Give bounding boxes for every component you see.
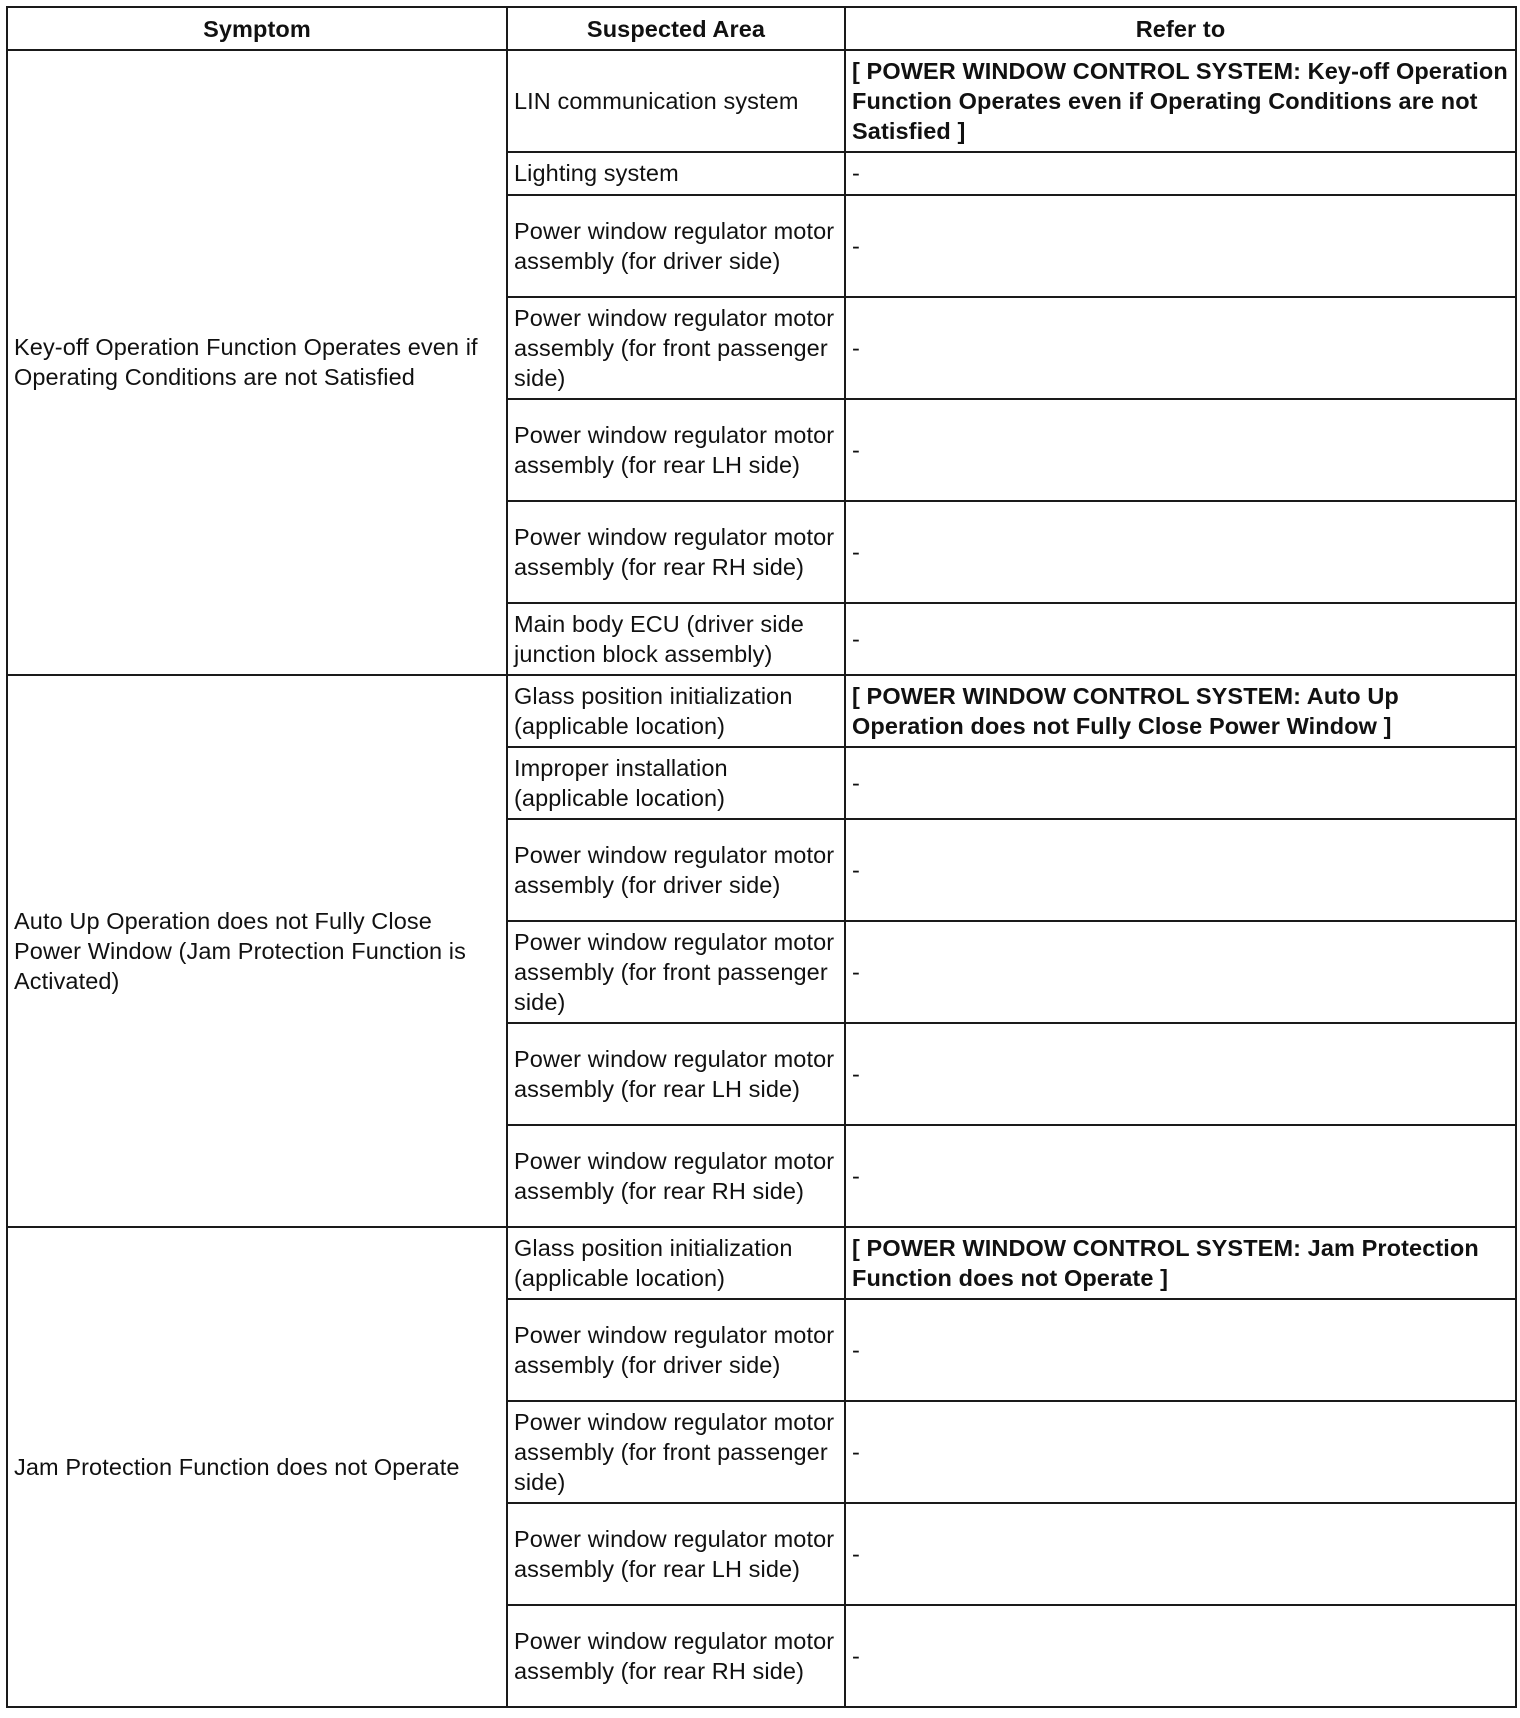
table-row — [7, 50, 1516, 152]
refer-to-cell: - — [845, 152, 1516, 195]
refer-to-cell: - — [845, 747, 1516, 819]
suspected-area-cell: Power window regulator motor assembly (for driver side) — [507, 1299, 845, 1401]
refer-to-cell: - — [845, 603, 1516, 675]
suspected-area-cell: Power window regulator motor assembly (for front passenger side) — [507, 921, 845, 1023]
suspected-area-cell: Power window regulator motor assembly (for front passenger side) — [507, 297, 845, 399]
symptom-cell: Key-off Operation Function Operates even if Operating Conditions are not Satisfied — [7, 50, 507, 675]
table-row — [7, 675, 1516, 747]
refer-to-cell: - — [845, 297, 1516, 399]
refer-to-cell: - — [845, 1023, 1516, 1125]
refer-to-cell: - — [845, 819, 1516, 921]
header-row — [7, 7, 1516, 50]
header-suspected-area: Suspected Area — [507, 7, 845, 50]
suspected-area-cell: Improper installation (applicable location) — [507, 747, 845, 819]
suspected-area-cell: Power window regulator motor assembly (for front passenger side) — [507, 1401, 845, 1503]
suspected-area-cell: Power window regulator motor assembly (for rear LH side) — [507, 399, 845, 501]
refer-to-link[interactable]: [ POWER WINDOW CONTROL SYSTEM: Auto Up Operation does not Fully Close Power Window ] — [845, 675, 1516, 747]
suspected-area-cell: Power window regulator motor assembly (for rear RH side) — [507, 501, 845, 603]
suspected-area-cell: Power window regulator motor assembly (for driver side) — [507, 195, 845, 297]
refer-to-cell: - — [845, 1401, 1516, 1503]
troubleshooting-table — [6, 6, 1517, 1708]
suspected-area-cell: Power window regulator motor assembly (for rear LH side) — [507, 1023, 845, 1125]
suspected-area-cell: Lighting system — [507, 152, 845, 195]
refer-to-cell: - — [845, 1503, 1516, 1605]
table-row — [7, 1227, 1516, 1299]
refer-to-cell: - — [845, 1125, 1516, 1227]
refer-to-cell: - — [845, 399, 1516, 501]
suspected-area-cell: Power window regulator motor assembly (for rear LH side) — [507, 1503, 845, 1605]
suspected-area-cell: Glass position initialization (applicable location) — [507, 675, 845, 747]
suspected-area-cell: Main body ECU (driver side junction block assembly) — [507, 603, 845, 675]
refer-to-link[interactable]: [ POWER WINDOW CONTROL SYSTEM: Key-off Operation Function Operates even if Operating Conditions are not Satisfied ] — [845, 50, 1516, 152]
suspected-area-cell: Power window regulator motor assembly (for driver side) — [507, 819, 845, 921]
refer-to-link[interactable]: [ POWER WINDOW CONTROL SYSTEM: Jam Protection Function does not Operate ] — [845, 1227, 1516, 1299]
header-refer-to: Refer to — [845, 7, 1516, 50]
header-symptom: Symptom — [7, 7, 507, 50]
suspected-area-cell: Power window regulator motor assembly (for rear RH side) — [507, 1125, 845, 1227]
suspected-area-cell: Glass position initialization (applicable location) — [507, 1227, 845, 1299]
symptom-cell: Auto Up Operation does not Fully Close Power Window (Jam Protection Function is Activated) — [7, 675, 507, 1227]
symptom-cell: Jam Protection Function does not Operate — [7, 1227, 507, 1707]
suspected-area-cell: LIN communication system — [507, 50, 845, 152]
refer-to-cell: - — [845, 1605, 1516, 1707]
refer-to-cell: - — [845, 501, 1516, 603]
troubleshooting-table-container — [6, 6, 1515, 1708]
refer-to-cell: - — [845, 195, 1516, 297]
refer-to-cell: - — [845, 921, 1516, 1023]
refer-to-cell: - — [845, 1299, 1516, 1401]
suspected-area-cell: Power window regulator motor assembly (for rear RH side) — [507, 1605, 845, 1707]
